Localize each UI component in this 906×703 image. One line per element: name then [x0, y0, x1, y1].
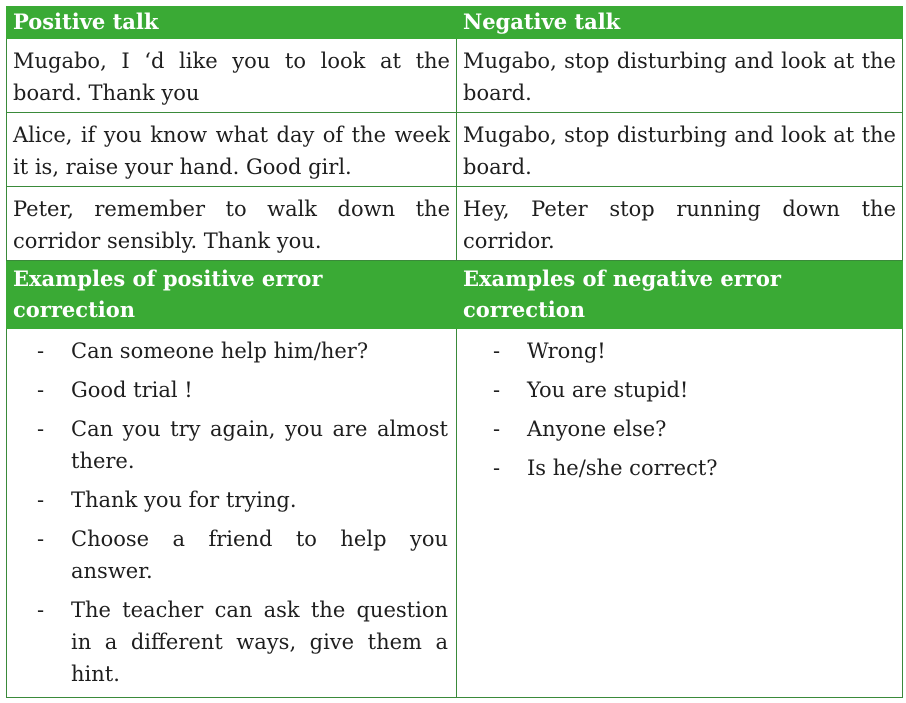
list-item	[463, 335, 894, 367]
bullet-dash: -	[37, 488, 45, 512]
list-item-text: Wrong!	[527, 339, 606, 363]
list-item	[13, 523, 448, 587]
talk-row	[7, 113, 903, 187]
bullet-dash: -	[37, 339, 45, 363]
bullet-dash: -	[493, 456, 501, 480]
talk-row	[7, 187, 903, 261]
negative-correction-header: Examples of negative error correction	[457, 261, 903, 329]
list-item-text: The teacher can ask the question in a different ways, give them a hint.	[71, 598, 448, 686]
list-item-text: Good trial !	[71, 378, 193, 402]
bullet-dash: -	[37, 527, 45, 551]
list-item	[13, 594, 448, 690]
negative-examples-list	[463, 329, 894, 484]
negative-talk-header: Negative talk	[457, 7, 903, 39]
positive-talk-cell: Mugabo, I ‘d like you to look at the board. Thank you	[7, 39, 457, 113]
list-item-text: Can you try again, you are almost there.	[71, 417, 448, 473]
positive-talk-cell: Alice, if you know what day of the week it is, raise your hand. Good girl.	[7, 113, 457, 187]
list-item	[13, 484, 448, 516]
list-item	[463, 374, 894, 406]
positive-correction-header: Examples of positive error correction	[7, 261, 457, 329]
list-item	[13, 374, 448, 406]
list-item-text: Can someone help him/her?	[71, 339, 369, 363]
positive-talk-cell: Peter, remember to walk down the corridor sensibly. Thank you.	[7, 187, 457, 261]
positive-examples-cell	[7, 329, 457, 698]
correction-header-row	[7, 261, 903, 329]
talk-row	[7, 39, 903, 113]
list-item	[463, 413, 894, 445]
negative-examples-cell	[457, 329, 903, 698]
list-item-text: Anyone else?	[527, 417, 667, 441]
bullet-dash: -	[493, 378, 501, 402]
header-row	[7, 7, 903, 39]
positive-talk-header: Positive talk	[7, 7, 457, 39]
bullet-dash: -	[37, 598, 45, 622]
list-item	[463, 452, 894, 484]
negative-talk-cell: Mugabo, stop disturbing and look at the board.	[457, 39, 903, 113]
talk-comparison-table	[6, 6, 903, 698]
list-item-text: Is he/she correct?	[527, 456, 718, 480]
bullet-dash: -	[493, 417, 501, 441]
bullet-dash: -	[493, 339, 501, 363]
negative-talk-cell: Hey, Peter stop running down the corridor.	[457, 187, 903, 261]
list-item	[13, 335, 448, 367]
list-item-text: Choose a friend to help you answer.	[71, 527, 448, 583]
bullet-dash: -	[37, 378, 45, 402]
bullet-dash: -	[37, 417, 45, 441]
list-item	[13, 413, 448, 477]
correction-examples-row	[7, 329, 903, 698]
positive-examples-list	[13, 329, 448, 690]
list-item-text: You are stupid!	[527, 378, 689, 402]
negative-talk-cell: Mugabo, stop disturbing and look at the board.	[457, 113, 903, 187]
list-item-text: Thank you for trying.	[71, 488, 297, 512]
